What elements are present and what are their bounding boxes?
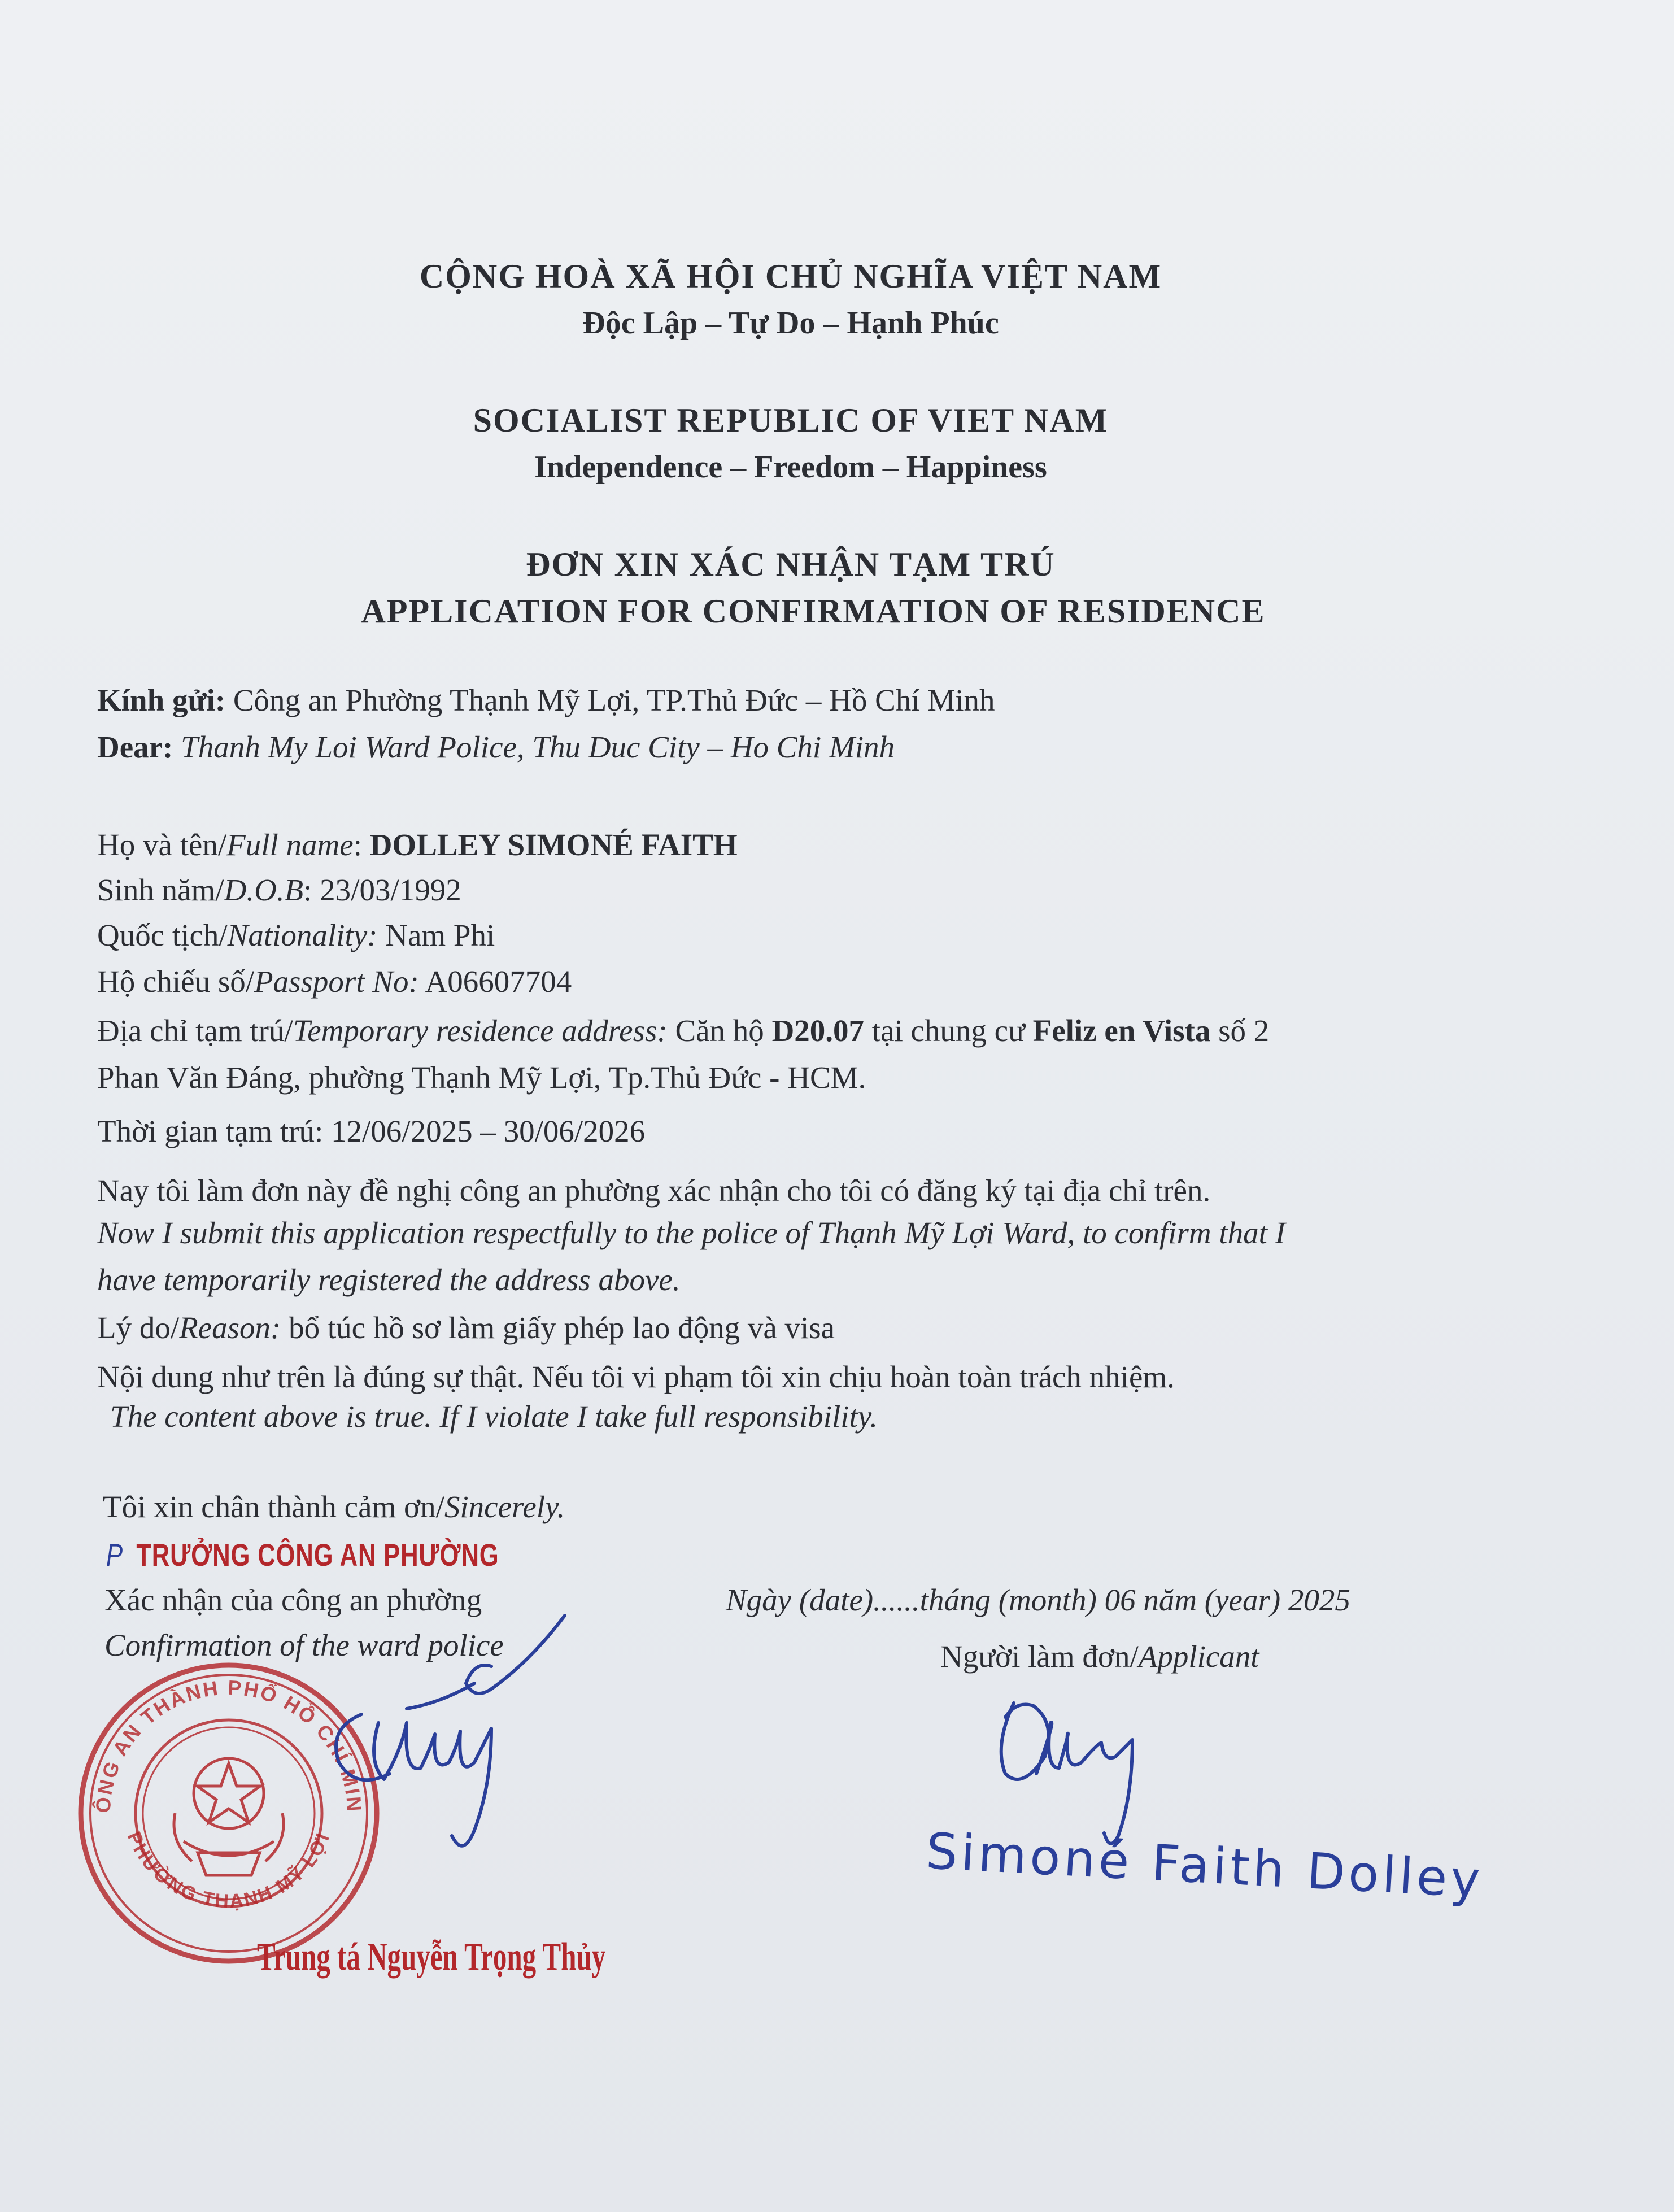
field-nationality-vi: Quốc tịch/	[97, 918, 228, 952]
police-chief-title-stamp	[106, 1536, 499, 1573]
recipient-vi	[97, 685, 995, 716]
field-dob-vi: Sinh năm/	[97, 873, 224, 907]
recipient-vi-label: Kính gửi:	[97, 683, 226, 717]
field-passport-value: A06607704	[425, 964, 572, 999]
country-vi: CỘNG HOÀ XÃ HỘI CHỦ NGHĨA VIỆT NAM	[419, 258, 1162, 295]
field-address-en: Temporary residence address:	[293, 1013, 668, 1048]
applicant-label-en: Applicant	[1138, 1639, 1259, 1674]
recipient-vi-value: Công an Phường Thạnh Mỹ Lợi, TP.Thủ Đức – Hồ Chí Minh	[233, 683, 995, 717]
seal-text-top: CÔNG AN THÀNH PHỐ HỒ CHÍ MINH	[62, 1636, 367, 1814]
declaration-vi: Nội dung như trên là đúng sự thật. Nếu tôi vi phạm tôi xin chịu hoàn toàn trách nhiệm.	[97, 1360, 1175, 1394]
title-en: APPLICATION FOR CONFIRMATION OF RESIDENCE	[361, 593, 1266, 630]
title-vi: ĐƠN XIN XÁC NHẬN TẠM TRÚ	[526, 546, 1056, 583]
field-address-part3: số 2	[1218, 1013, 1270, 1048]
request-en-1: Now I submit this application respectfully to the police of Thạnh Mỹ Lợi Ward, to confirm that I	[97, 1216, 1285, 1250]
field-address-part1: Căn hộ	[675, 1013, 764, 1048]
confirm-vi: Xác nhận của công an phường	[104, 1583, 482, 1617]
applicant-label-vi: Người làm đơn/	[940, 1639, 1139, 1674]
field-period-label: Thời gian tạm trú:	[97, 1114, 324, 1148]
field-address	[97, 1015, 1269, 1046]
applicant-label	[940, 1641, 1259, 1672]
closing-en: Sincerely.	[444, 1490, 565, 1524]
reason	[97, 1312, 835, 1343]
field-full-name: Họ và tên/Full name: DOLLEY SIMONÉ FAITH	[97, 828, 738, 862]
motto-en: Independence – Freedom – Happiness	[534, 450, 1047, 485]
request-vi: Nay tôi làm đơn này đề nghị công an phường xác nhận cho tôi có đăng ký tại địa chỉ trên.	[97, 1173, 1211, 1208]
confirm-en: Confirmation of the ward police	[104, 1628, 504, 1662]
applicant-handwritten-name: Simoné Faith Dolley	[925, 1822, 1485, 1909]
closing	[103, 1491, 565, 1522]
field-period	[97, 1116, 645, 1147]
field-dob-en: D.O.B	[224, 873, 304, 907]
seal-star-emblem-icon	[174, 1758, 284, 1875]
field-period-value: 12/06/2025 – 30/06/2026	[331, 1114, 646, 1148]
field-nationality	[97, 920, 495, 951]
field-dob-value: 23/03/1992	[320, 873, 461, 907]
field-address-vi: Địa chỉ tạm trú/	[97, 1013, 293, 1048]
declaration-en: The content above is true. If I violate I take full responsibility.	[110, 1399, 878, 1434]
field-full-name-vi: Họ và tên/	[97, 828, 227, 862]
recipient-en-label: Dear:	[97, 730, 173, 764]
field-full-name-en: Full name	[226, 828, 354, 862]
officer-name: Trung tá Nguyễn Trọng Thủy	[257, 1935, 606, 1979]
officer-signature-icon	[305, 1593, 712, 1864]
field-address-part2: tại chung cư	[871, 1013, 1025, 1048]
police-chief-title: TRƯỞNG CÔNG AN PHƯỜNG	[136, 1537, 499, 1573]
reason-value: bổ túc hồ sơ làm giấy phép lao động và visa	[289, 1310, 835, 1345]
motto-vi: Độc Lập – Tự Do – Hạnh Phúc	[582, 306, 999, 341]
reason-vi: Lý do/	[97, 1310, 180, 1345]
date-line: Ngày (date)......tháng (month) 06 năm (year) 2025	[726, 1583, 1350, 1617]
field-address-unit: D20.07	[771, 1013, 865, 1048]
field-nationality-en: Nationality:	[227, 918, 378, 952]
field-passport	[97, 966, 572, 997]
field-nationality-value: Nam Phi	[385, 918, 495, 952]
recipient-en-value: Thanh My Loi Ward Police, Thu Duc City – Ho Chi Minh	[181, 730, 895, 764]
request-en-2: have temporarily registered the address above.	[97, 1262, 681, 1297]
initial-p-mark: P	[106, 1537, 123, 1573]
field-passport-en: Passport No:	[254, 964, 419, 999]
reason-en: Reason:	[179, 1310, 281, 1345]
closing-vi: Tôi xin chân thành cảm ơn/	[103, 1490, 444, 1524]
field-full-name-value: DOLLEY SIMONÉ FAITH	[369, 828, 738, 862]
field-dob: Sinh năm/D.O.B: 23/03/1992	[97, 873, 461, 907]
recipient-en	[97, 731, 895, 763]
svg-text:PHƯỜNG THẠNH MỸ LỢI	[123, 1828, 334, 1912]
seal-text-bottom: PHƯỜNG THẠNH MỸ LỢI	[123, 1828, 335, 1913]
country-en: SOCIALIST REPUBLIC OF VIET NAM	[473, 402, 1109, 439]
field-passport-vi: Hộ chiếu số/	[97, 964, 255, 999]
field-address-building: Feliz en Vista	[1032, 1013, 1211, 1048]
field-address-line2: Phan Văn Đáng, phường Thạnh Mỹ Lợi, Tp.Thủ Đức - HCM.	[97, 1060, 866, 1095]
